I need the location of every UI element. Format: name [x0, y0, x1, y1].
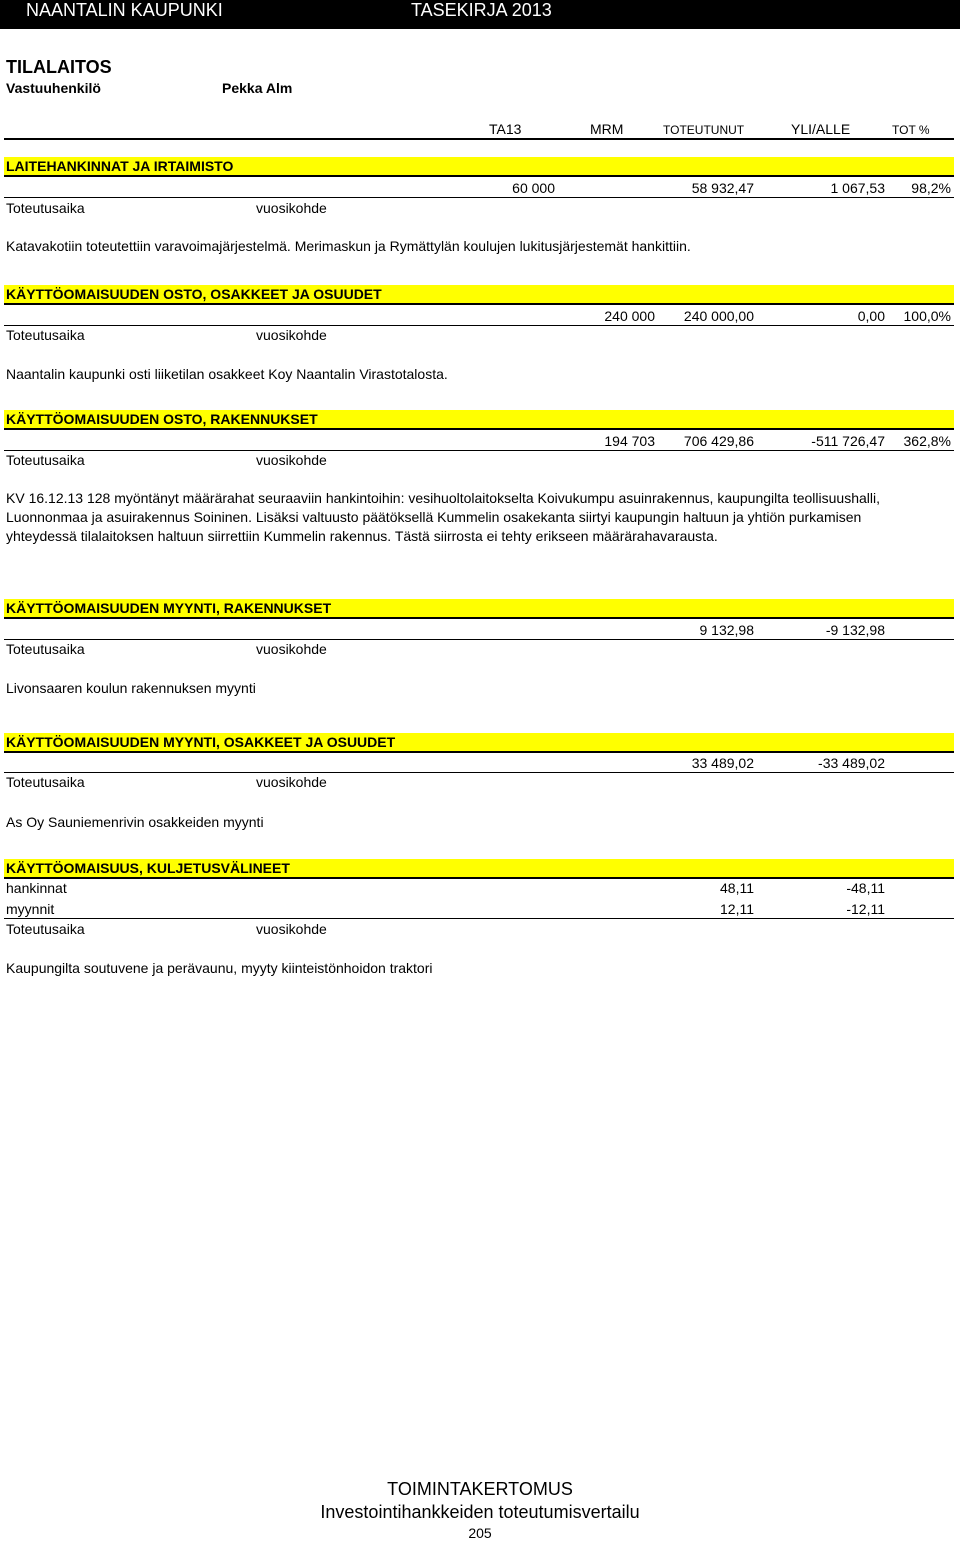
- document-header: [0, 0, 960, 29]
- row-label-myynnit: myynnit: [6, 901, 55, 917]
- value-toteutunut: 33 489,02: [691, 755, 754, 771]
- value-toteutunut: 9 132,98: [699, 622, 754, 638]
- value-ta13: 60 000: [512, 180, 555, 196]
- column-toteutunut: TOTEUTUNUT: [663, 123, 745, 137]
- column-tot-pct: TOT %: [892, 123, 930, 137]
- section-description: Katavakotiin toteutettiin varavoimajärjestelmä. Merimaskun ja Rymättylän koulujen lukitusjärjestemät hankittiin.: [6, 238, 691, 254]
- section-title: KÄYTTÖOMAISUUDEN OSTO, RAKENNUKSET: [4, 410, 954, 430]
- value-yli-alle: -33 489,02: [818, 755, 885, 771]
- section-title: KÄYTTÖOMAISUUS, KULJETUSVÄLINEET: [4, 859, 954, 879]
- vuosikohde-label: vuosikohde: [256, 327, 327, 343]
- value-toteutunut: 706 429,86: [683, 433, 754, 449]
- vuosikohde-label: vuosikohde: [256, 774, 327, 790]
- value-tot-pct: 362,8%: [903, 433, 951, 449]
- value-toteutunut: 48,11: [720, 880, 754, 896]
- value-toteutunut: 12,11: [720, 901, 754, 917]
- column-yli-alle: YLI/ALLE: [791, 121, 851, 137]
- divider: [4, 197, 954, 198]
- value-tot-pct: 98,2%: [911, 180, 951, 196]
- section-description: As Oy Sauniemenrivin osakkeiden myynti: [6, 814, 264, 830]
- responsible-label: Vastuuhenkilö: [6, 80, 101, 96]
- divider: [4, 918, 954, 919]
- row-label-hankinnat: hankinnat: [6, 880, 67, 896]
- toteutusaika-label: Toteutusaika: [6, 452, 85, 468]
- divider: [4, 450, 954, 451]
- header-municipality: NAANTALIN KAUPUNKI: [26, 0, 223, 20]
- column-mrm: MRM: [590, 121, 624, 137]
- divider: [4, 772, 954, 773]
- value-yli-alle: -12,11: [846, 901, 885, 917]
- section-title: KÄYTTÖOMAISUUDEN OSTO, OSAKKEET JA OSUUDET: [4, 285, 954, 305]
- value-mrm: 240 000: [604, 308, 655, 324]
- value-yli-alle: -9 132,98: [825, 622, 885, 638]
- section-description-line: KV 16.12.13 128 myöntänyt määrärahat seuraaviin hankintoihin: vesihuoltolaitokselta Koivukumpu asuinrakennus, kaupungilta teollisuushalli,: [6, 490, 880, 506]
- value-yli-alle: -511 726,47: [811, 433, 885, 449]
- vuosikohde-label: vuosikohde: [256, 921, 327, 937]
- section-description: Naantalin kaupunki osti liiketilan osakkeet Koy Naantalin Virastotalosta.: [6, 366, 448, 382]
- value-mrm: 194 703: [604, 433, 655, 449]
- vuosikohde-label: vuosikohde: [256, 452, 327, 468]
- toteutusaika-label: Toteutusaika: [6, 200, 85, 216]
- value-toteutunut: 58 932,47: [691, 180, 754, 196]
- value-yli-alle: -48,11: [846, 880, 885, 896]
- value-yli-alle: 0,00: [857, 308, 885, 324]
- toteutusaika-label: Toteutusaika: [6, 327, 85, 343]
- footer-subtitle: Investointihankkeiden toteutumisvertailu: [320, 1502, 640, 1522]
- section-description: Livonsaaren koulun rakennuksen myynti: [6, 680, 256, 696]
- vuosikohde-label: vuosikohde: [256, 641, 327, 657]
- section-description-line: Luonnonmaa ja asuirakennus Soininen. Lisäksi valtuusto päätöksellä Kummelin osakekanta siirtyi kaupungin haltuun ja yhtiön purkamisen: [6, 509, 862, 525]
- toteutusaika-label: Toteutusaika: [6, 774, 85, 790]
- footer-title: TOIMINTAKERTOMUS: [387, 1479, 573, 1499]
- toteutusaika-label: Toteutusaika: [6, 921, 85, 937]
- vuosikohde-label: vuosikohde: [256, 200, 327, 216]
- section-description-line: yhteydessä tilalaitoksen haltuun siirrettiin Kummelin rakennus. Tästä siirrosta ei tehty erikseen määrärahavarausta.: [6, 528, 718, 544]
- divider: [4, 639, 954, 640]
- section-description: Kaupungilta soutuvene ja perävaunu, myyty kiinteistönhoidon traktori: [6, 960, 433, 976]
- section-title: KÄYTTÖOMAISUUDEN MYYNTI, OSAKKEET JA OSUUDET: [4, 733, 954, 753]
- toteutusaika-label: Toteutusaika: [6, 641, 85, 657]
- value-yli-alle: 1 067,53: [830, 180, 885, 196]
- responsible-name: Pekka Alm: [222, 80, 293, 96]
- header-divider: [4, 138, 954, 140]
- section-title: KÄYTTÖOMAISUUDEN MYYNTI, RAKENNUKSET: [4, 599, 954, 619]
- value-tot-pct: 100,0%: [903, 308, 951, 324]
- page-number: 205: [468, 1525, 492, 1541]
- section-title: LAITEHANKINNAT JA IRTAIMISTO: [4, 157, 954, 177]
- value-toteutunut: 240 000,00: [683, 308, 754, 324]
- divider: [4, 325, 954, 326]
- unit-title: TILALAITOS: [6, 57, 112, 77]
- column-ta13: TA13: [489, 121, 522, 137]
- header-report-title: TASEKIRJA 2013: [411, 0, 552, 20]
